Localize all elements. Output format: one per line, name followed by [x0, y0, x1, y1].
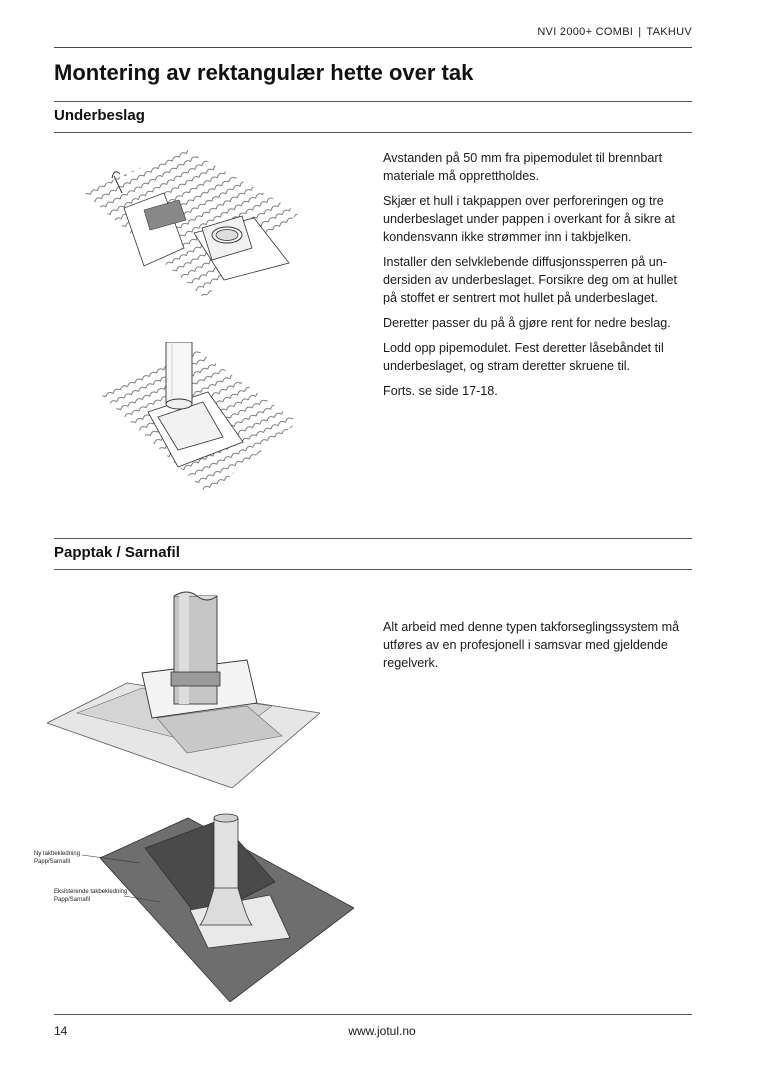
paragraph: Lodd opp pipemodulet. Fest deretter låsebåndet til underbeslaget, og stram deretter skruene til.	[383, 341, 664, 373]
section-rule-top-2	[54, 538, 692, 539]
paragraph: Forts. se side 17-18.	[383, 384, 498, 398]
figure-label-existing-roofing: Eksisterende takbekledning Papp/Sarnafil	[54, 889, 128, 903]
running-head	[537, 26, 692, 38]
paragraph: Installer den selvklebende diffusjonssperren på un-dersiden av underbeslaget. Forsikre deg om at hullet på stoffet er sentrert mot hullet på underbeslaget.	[383, 255, 678, 305]
papptak-text	[383, 618, 688, 679]
label-leader-line-2	[124, 892, 164, 906]
papptak-illustration-2	[100, 810, 354, 1002]
label-leader-line-1	[82, 852, 142, 866]
section-heading-papptak: Papptak / Sarnafil	[54, 544, 180, 561]
paragraph: Avstanden på 50 mm fra pipemodulet til brennbart materiale må opprettholdes.	[383, 151, 663, 183]
header-rule	[54, 47, 692, 48]
section-rule-bottom-1	[54, 132, 692, 133]
papptak-illustration-1	[47, 588, 320, 788]
footer-url[interactable]: www.jotul.no	[348, 1024, 416, 1038]
section-rule-bottom-2	[54, 569, 692, 570]
page-number: 14	[54, 1024, 68, 1038]
underbeslag-roof-illustration-1	[84, 148, 299, 298]
paragraph: Alt arbeid med denne typen takforseglingssystem må utføres av en profesjonell i samsvar med gjeldende regelverk.	[383, 620, 680, 670]
underbeslag-roof-illustration-2	[98, 342, 298, 494]
section-heading-underbeslag: Underbeslag	[54, 107, 145, 124]
figure-label-new-roofing: Ny takbekledning Papp/Sarnafil	[34, 851, 81, 865]
underbeslag-text	[383, 149, 688, 407]
running-head-product: NVI 2000+ COMBI	[537, 26, 634, 38]
page-title: Montering av rektangulær hette over tak	[54, 60, 474, 85]
paragraph: Skjær et hull i takpappen over perforeringen og tre underbeslaget under pappen i overkant for å sikre at kondensvann ikke strømmer inn i takbjelken.	[383, 194, 675, 244]
footer-rule	[54, 1014, 692, 1015]
running-head-section: TAKHUV	[646, 26, 692, 38]
paragraph: Deretter passer du på å gjøre rent for nedre beslag.	[383, 316, 671, 330]
section-rule-top-1	[54, 101, 692, 102]
running-head-separator: |	[638, 26, 642, 38]
